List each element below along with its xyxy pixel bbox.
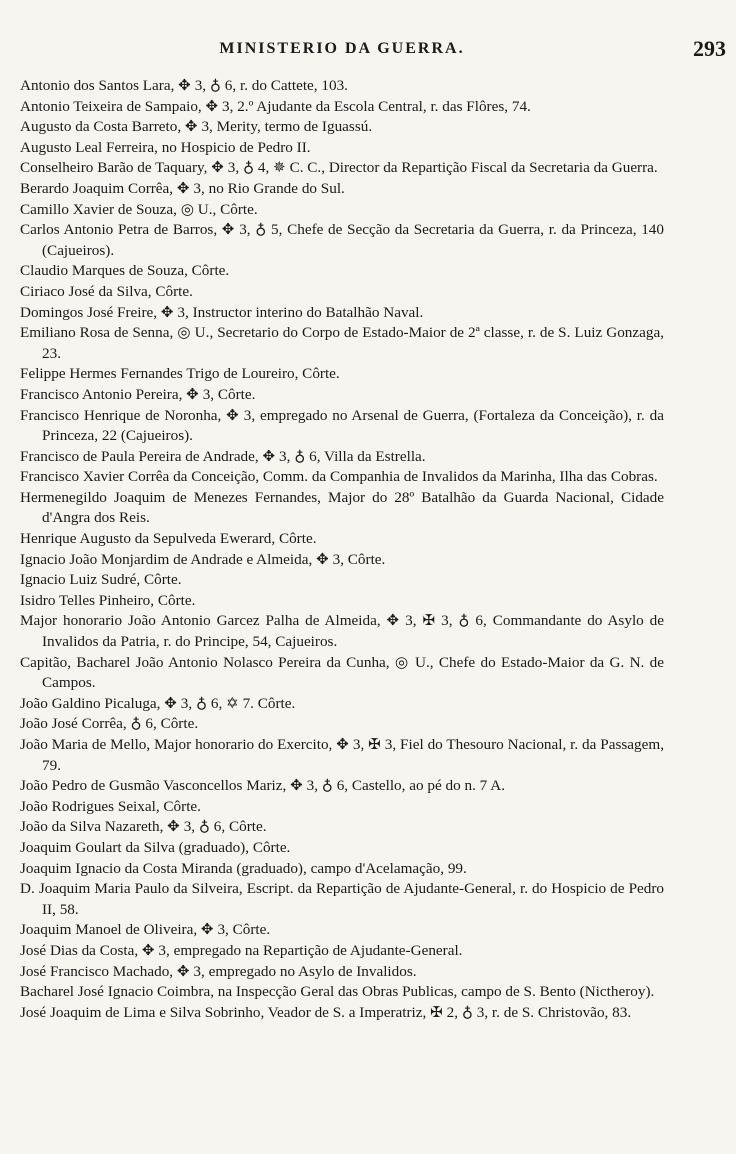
- list-item: Emiliano Rosa de Senna, ◎ U., Secretario do Corpo de Estado-Maior de 2ª classe, r. de S. Luiz Gonzaga, 23.: [20, 324, 664, 362]
- list-item: Major honorario João Antonio Garcez Palha de Almeida, ✥ 3, ✠ 3, ♁ 6, Commandante do Asylo de Invalidos da Patria, r. do Principe, 54, Cajueiros.: [20, 612, 664, 651]
- list-item: Ignacio Luiz Sudré, Côrte.: [20, 571, 182, 589]
- list-item: Francisco de Paula Pereira de Andrade, ✥ 3, ♁ 6, Villa da Estrella.: [20, 447, 426, 465]
- list-item: Camillo Xavier de Souza, ◎ U., Côrte.: [20, 200, 258, 218]
- list-item: Joaquim Manoel de Oliveira, ✥ 3, Côrte.: [20, 921, 271, 939]
- list-item: Henrique Augusto da Sepulveda Ewerard, Côrte.: [20, 530, 317, 548]
- list-item: Claudio Marques de Souza, Côrte.: [20, 262, 230, 280]
- list-item: Ignacio João Monjardim de Andrade e Almeida, ✥ 3, Côrte.: [20, 550, 386, 568]
- list-item: Hermenegildo Joaquim de Menezes Fernandes, Major do 28º Batalhão da Guarda Nacional, Cidade d'Angra dos Reis.: [20, 488, 664, 527]
- list-item: Conselheiro Barão de Taquary, ✥ 3, ♁ 4, ✵ C. C., Director da Repartição Fiscal da Secretaria da Guerra.: [20, 159, 658, 177]
- list-item: João Galdino Picaluga, ✥ 3, ♁ 6, ✡ 7. Côrte.: [20, 694, 296, 712]
- list-item: Carlos Antonio Petra de Barros, ✥ 3, ♁ 5, Chefe de Secção da Secretaria da Guerra, r. da Princeza, 140 (Cajueiros).: [20, 221, 664, 259]
- list-item: Domingos José Freire, ✥ 3, Instructor interino do Batalhão Naval.: [20, 303, 424, 321]
- list-item: João José Corrêa, ♁ 6, Côrte.: [20, 715, 199, 733]
- list-item: Antonio dos Santos Lara, ✥ 3, ♁ 6, r. do Cattete, 103.: [20, 77, 348, 94]
- page-number: 293: [693, 36, 726, 61]
- list-item: Joaquim Ignacio da Costa Miranda (graduado), campo d'Acelamação, 99.: [20, 859, 467, 877]
- list-item: Francisco Xavier Corrêa da Conceição, Comm. da Companhia de Invalidos da Marinha, Ilha das Cobras.: [20, 468, 658, 486]
- list-item: Ciriaco José da Silva, Côrte.: [20, 282, 193, 300]
- running-head: MINISTERIO DA GUERRA.: [219, 40, 465, 57]
- list-item: José Francisco Machado, ✥ 3, empregado no Asylo de Invalidos.: [20, 962, 417, 980]
- list-item: Francisco Antonio Pereira, ✥ 3, Côrte.: [20, 385, 256, 403]
- list-item: Augusto Leal Ferreira, no Hospicio de Pedro II.: [20, 138, 311, 156]
- list-item: José Dias da Costa, ✥ 3, empregado na Repartição de Ajudante-General.: [20, 941, 463, 959]
- list-item: Francisco Henrique de Noronha, ✥ 3, empregado no Arsenal de Guerra, (Fortaleza da Conceição), r. da Princeza, 22 (Cajueiros).: [20, 406, 664, 445]
- list-item: Bacharel José Ignacio Coimbra, na Inspecção Geral das Obras Publicas, campo de S. Bento (Nictheroy).: [20, 983, 655, 1001]
- list-item: D. Joaquim Maria Paulo da Silveira, Escript. da Repartição de Ajudante-General, r. do Hospicio de Pedro II, 58.: [20, 880, 664, 918]
- list-item: João Maria de Mello, Major honorario do Exercito, ✥ 3, ✠ 3, Fiel do Thesouro Nacional, r. da Passagem, 79.: [20, 736, 664, 774]
- list-item: Felippe Hermes Fernandes Trigo de Loureiro, Côrte.: [20, 365, 340, 383]
- list-item: João da Silva Nazareth, ✥ 3, ♁ 6, Côrte.: [20, 818, 267, 836]
- list-item: Joaquim Goulart da Silva (graduado), Côrte.: [20, 838, 291, 856]
- list-item: José Joaquim de Lima e Silva Sobrinho, Veador de S. a Imperatriz, ✠ 2, ♁ 3, r. de S. Christovão, 83.: [20, 1003, 632, 1021]
- entry-list: [20, 76, 664, 1023]
- page-header: [20, 36, 726, 76]
- list-item: Augusto da Costa Barreto, ✥ 3, Merity, termo de Iguassú.: [20, 118, 373, 136]
- list-item: Capitão, Bacharel João Antonio Nolasco Pereira da Cunha, ◎ U., Chefe do Estado-Maior da G. N. de Campos.: [20, 653, 664, 692]
- list-item: João Pedro de Gusmão Vasconcellos Mariz, ✥ 3, ♁ 6, Castello, ao pé do n. 7 A.: [20, 777, 505, 795]
- list-item: Antonio Teixeira de Sampaio, ✥ 3, 2.º Ajudante da Escola Central, r. das Flôres, 74.: [20, 97, 531, 115]
- list-item: Isidro Telles Pinheiro, Côrte.: [20, 591, 196, 609]
- list-item: João Rodrigues Seixal, Côrte.: [20, 797, 201, 815]
- list-item: Berardo Joaquim Corrêa, ✥ 3, no Rio Grande do Sul.: [20, 179, 345, 197]
